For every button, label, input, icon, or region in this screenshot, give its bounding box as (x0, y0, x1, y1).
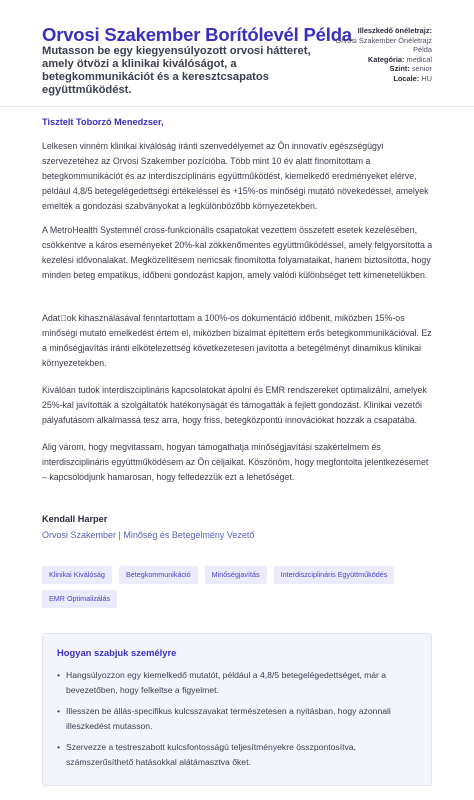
page-header (0, 0, 474, 107)
customization-tips-box (42, 633, 432, 786)
page-title: Orvosi Szakember Borítólevél Példa (42, 24, 352, 45)
meta-resume-label: Illeszkedő önéletrajz: (357, 26, 432, 35)
tip-item: • Szervezze a testreszabott kulcsfontosságú teljesítményekre összpontosítva, számszerűsíthető hatásokkal alátámasztva őket. (57, 740, 419, 770)
signature-role: Orvosi Szakember | Minőség és Betegélmény Vezető (42, 530, 255, 540)
letter-salutation: Tisztelt Toborzó Menedzser, (42, 117, 164, 127)
skill-tag[interactable]: Minőségjavítás (205, 566, 267, 584)
skill-tag[interactable]: Betegkommunikáció (119, 566, 198, 584)
meta-panel (322, 26, 432, 84)
signature-name: Kendall Harper (42, 514, 108, 524)
meta-level-value: senior (411, 64, 432, 74)
meta-level-label: Szint: (389, 64, 410, 74)
skill-tags (42, 566, 434, 608)
page-subtitle: Mutasson be egy kiegyensúlyozott orvosi hátteret, amely ötvözi a klinikai kiválóságot, a betegkommunikációt és a keresztcsapatos együttműködést. (42, 45, 311, 96)
meta-locale-value: HU (421, 73, 432, 83)
letter-paragraph: Lelkesen vinném klinikai kiválóság iránti szenvedélyemet az Ön innovatív egészségügyi szervezetéhez az Orvosi Szakember pozícióba. Több mint 10 év alatt finomítottam a betegkommunikációt és az interdiszciplináris együttműködést, kiemelkedő eredményeket elérve, például 4,8/5 betegelégedettségi értékeléssel és +15%-os minőségi mutató növekedéssel, amelyek emelték a gondozási szabványokat a legkülönbözőbb környezetekben. (42, 141, 429, 211)
tip-item: • Hangsúlyozzon egy kiemelkedő mutatót, például a 4,8/5 betegelégedettséget, már a bevezetőben, hogy felkeltse a figyelmet. (57, 668, 419, 698)
meta-resume-value[interactable]: Orvosi Szakember Önéletrajz Példa (335, 35, 432, 55)
meta-locale-label: Locale: (393, 73, 420, 83)
letter-paragraph: Adat ok kihasználásával fenntartottam a 100%-os dokumentáció időbenit, miközben 15%-os minőségi mutató emelkedést értem el, miközben bizalmat építettem erős betegkommunikációval. Ez a minőségjavítás iránti elkötelezettség következetesen javította a betegélményt dinamikus klinikai környezetekben. (42, 313, 432, 368)
letter-paragraph: A MetroHealth Systemnél cross-funkcionális csapatokat vezettem összetett esetek kezelésében, csökkentve a káros eseményeket 20%-kal zökkenőmentes együttműködéssel, amely felgyorsította a kezelési idővonalakat. Megközelítésem nemcsak finomította folyamataikat, hanem biztosította, hogy minden beteg empatikus, időbeni gondozást kapjon, amely valódi különbséget tett kimenetelükben. (42, 225, 433, 280)
skill-tag[interactable]: EMR Optimalizálás (42, 590, 117, 608)
skill-tag[interactable]: Klinikai Kiválóság (42, 566, 112, 584)
tips-title: Hogyan szabjuk személyre (57, 647, 177, 658)
meta-category-label: Kategória: (367, 54, 405, 64)
meta-category-value: medical (406, 54, 432, 64)
skill-tag[interactable]: Interdiszciplináris Együttműködés (274, 566, 395, 584)
letter-paragraph: Alig várom, hogy megvitassam, hogyan támogathatja minőségjavítási szakértelmem és interdiszciplináris együttműködésem az Ön céljaikat. Köszönöm, hogy megfontolta jelentkezésemet – kapcsolódjunk hamarosan, hogy felfedezzük ezt a lehetőséget. (42, 442, 429, 482)
letter-paragraph: Kiválóan tudok interdiszciplináris kapcsolatokat ápolni és EMR rendszereket optimalizálni, amelyek 25%-kal javították a szolgáltatók hatékonyságát és támogatták a fejlett gondozást. Klinikai vezetői pályafutásom alkalmassá tesz arra, hogy friss, betegközpontú innovációkat hozzak a csapatába. (42, 385, 427, 425)
tip-item: • Illesszen be állás-specifikus kulcsszavakat természetesen a nyitásban, hogy azonnali illeszkedést mutasson. (57, 704, 419, 734)
tips-list (57, 668, 419, 776)
